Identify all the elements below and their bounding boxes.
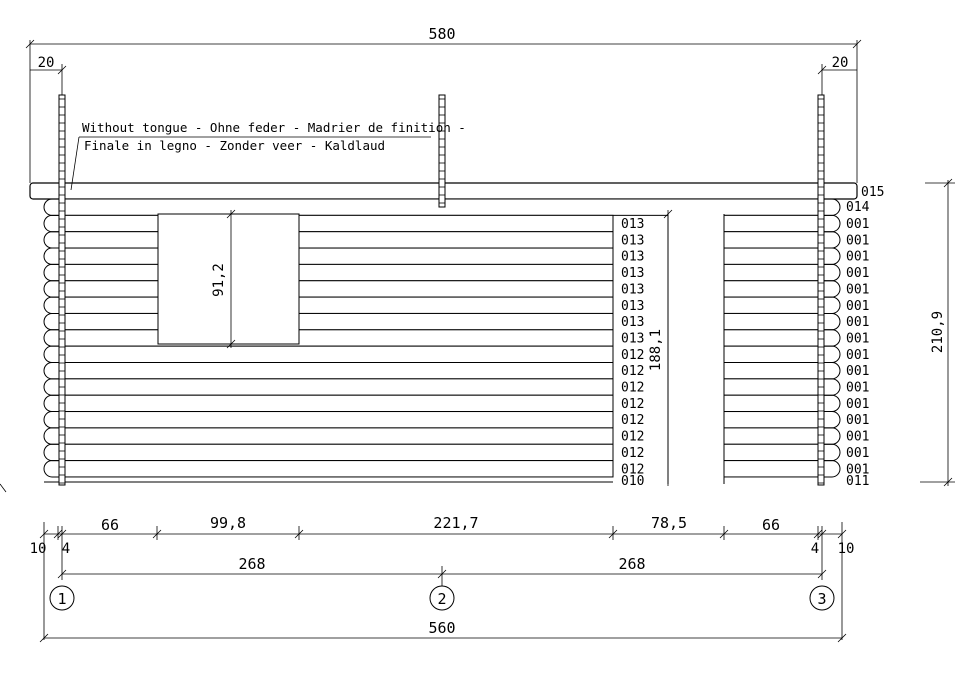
- log-label-right: 001: [846, 315, 870, 331]
- log-course-right: [724, 363, 822, 379]
- log-course-left: [62, 248, 613, 264]
- log-end-right: [822, 395, 840, 411]
- log-label-door: 013: [621, 233, 645, 249]
- log-label-door: 012: [621, 347, 645, 363]
- segment-1-label: 66: [100, 516, 120, 534]
- log-label-010: 010: [621, 474, 645, 489]
- log-course-left: [62, 330, 613, 346]
- log-label-door: 013: [621, 315, 645, 331]
- window-height-label: 91,2: [211, 263, 227, 297]
- log-label-right: 001: [846, 347, 870, 363]
- log-course-right: [724, 412, 822, 428]
- log-label-door: 013: [621, 266, 645, 282]
- log-course-right: [724, 264, 822, 280]
- log-end-right: [822, 412, 840, 428]
- left-overhang-label: 20: [37, 55, 55, 71]
- bottom-overall-dimension: [40, 619, 846, 642]
- log-course-right: [724, 297, 822, 313]
- log-course-right: [724, 232, 822, 248]
- overall-width-label: 580: [428, 25, 456, 43]
- segment-3-label: 221,7: [433, 514, 479, 532]
- post-right-label: 4: [810, 541, 820, 557]
- log-course-right: [724, 313, 822, 329]
- log-course-left: [62, 346, 613, 362]
- note-line-1: Without tongue - Ohne feder - Madrier de finition -: [82, 120, 466, 135]
- log-end-right: [822, 297, 840, 313]
- log-label-door: 013: [621, 249, 645, 265]
- log-end-right: [822, 346, 840, 362]
- log-label-right: 001: [846, 298, 870, 314]
- log-label-right: 001: [846, 396, 870, 412]
- log-end-right: [822, 379, 840, 395]
- edge-left-label: 10: [29, 541, 47, 557]
- log-course-left: [62, 297, 613, 313]
- log-label-right: 001: [846, 364, 870, 380]
- log-label-right: 001: [846, 249, 870, 265]
- log-end-right: [822, 248, 840, 264]
- log-course-right: [724, 444, 822, 460]
- log-course-left: [62, 379, 613, 395]
- log-label-door: 012: [621, 445, 645, 461]
- note-line-2: Finale in legno - Zonder veer - Kaldlaud: [84, 138, 386, 153]
- door-height-label: 188,1: [648, 328, 664, 372]
- log-course-right: [724, 346, 822, 362]
- window-opening: [158, 214, 299, 344]
- log-course-left: [62, 281, 613, 297]
- log-course-left: [62, 444, 613, 460]
- log-course-right: [724, 281, 822, 297]
- log-course-left: [62, 412, 613, 428]
- log-course-right: [724, 428, 822, 444]
- log-label-right: 001: [846, 331, 870, 347]
- log-end-right: [822, 281, 840, 297]
- log-end-right: [822, 444, 840, 460]
- log-label-right: 001: [846, 413, 870, 429]
- segment-2-label: 99,8: [209, 514, 247, 532]
- axis-right-label: 268: [618, 555, 646, 573]
- log-course-right: [724, 248, 822, 264]
- axis-marker-2: [430, 586, 454, 610]
- axis-marker-3: [810, 586, 834, 610]
- wall-height-label: 210,9: [930, 310, 946, 354]
- log-end-right: [822, 313, 840, 329]
- log-end-right: [822, 363, 840, 379]
- log-label-right: 001: [846, 282, 870, 298]
- log-end-right: [822, 215, 840, 231]
- log-label-door: 013: [621, 282, 645, 298]
- log-label-right: 001: [846, 380, 870, 396]
- log-label-door: 012: [621, 429, 645, 445]
- log-label-right: 001: [846, 429, 870, 445]
- axis-left-label: 268: [238, 555, 266, 573]
- log-course-left: [62, 232, 613, 248]
- log-course-right: [724, 395, 822, 411]
- log-label-door: 012: [621, 413, 645, 429]
- wall-height-dimension: [920, 179, 955, 486]
- log-end-right: [822, 232, 840, 248]
- log-label-door: 013: [621, 217, 645, 232]
- post-left-label: 4: [61, 541, 71, 557]
- log-label-015: 015: [861, 185, 885, 200]
- post-middle: [439, 95, 445, 207]
- log-label-door: 013: [621, 298, 645, 314]
- log-label-right: 001: [846, 462, 870, 478]
- log-label-door: 012: [621, 364, 645, 380]
- log-label-right: 001: [846, 445, 870, 461]
- log-label-door: 012: [621, 396, 645, 412]
- segment-5-label: 66: [761, 516, 781, 534]
- axis-marker-1: [50, 586, 74, 610]
- log-label-011: 011: [846, 474, 870, 489]
- log-course-left: [62, 428, 613, 444]
- door-opening: [668, 214, 724, 484]
- log-label-right: 001: [846, 217, 870, 232]
- finishing-note: [71, 120, 466, 190]
- axis-1-label: 1: [57, 590, 67, 608]
- log-course-left: [62, 313, 613, 329]
- log-course-right: [724, 330, 822, 346]
- log-end-right: [822, 199, 840, 215]
- edge-tick: [0, 484, 6, 492]
- log-course-left: [62, 461, 613, 477]
- log-course-left: [62, 395, 613, 411]
- log-label-right: 001: [846, 266, 870, 282]
- log-course-right: [724, 215, 822, 231]
- log-course-left: [62, 264, 613, 280]
- log-end-right: [822, 330, 840, 346]
- segment-4-label: 78,5: [650, 514, 688, 532]
- log-label-door: 012: [621, 380, 645, 396]
- axis-2-label: 2: [437, 590, 447, 608]
- log-label-014: 014: [846, 200, 870, 215]
- edge-right-label: 10: [837, 541, 855, 557]
- log-course-left: [62, 215, 613, 231]
- log-end-right: [822, 428, 840, 444]
- log-end-right: [822, 461, 840, 477]
- overall-bottom-label: 560: [428, 619, 456, 637]
- log-label-door: 013: [621, 331, 645, 347]
- post-left: [59, 95, 65, 485]
- log-course-left: [62, 363, 613, 379]
- post-right: [818, 95, 824, 485]
- axis-dimensions: [50, 555, 834, 610]
- log-label-right: 001: [846, 233, 870, 249]
- axis-3-label: 3: [817, 590, 827, 608]
- log-course-right: [724, 461, 822, 477]
- right-overhang-label: 20: [831, 55, 849, 71]
- log-end-right: [822, 264, 840, 280]
- log-course-right: [724, 379, 822, 395]
- log-label-door: 012: [621, 462, 645, 478]
